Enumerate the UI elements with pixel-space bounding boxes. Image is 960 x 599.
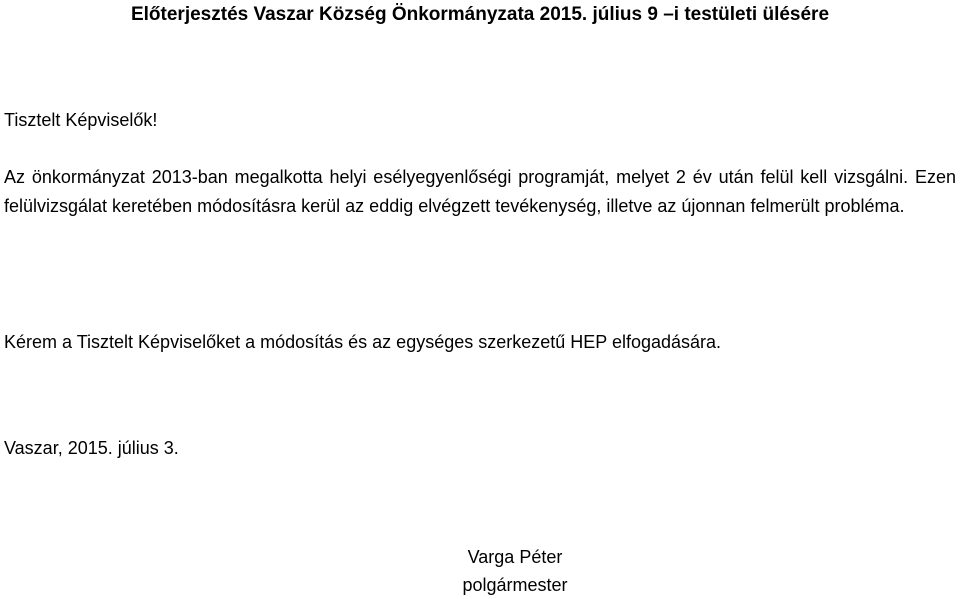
signature-block xyxy=(440,543,590,599)
place-and-date: Vaszar, 2015. július 3. xyxy=(4,438,179,458)
signatory-title: polgármester xyxy=(462,575,568,595)
salutation: Tisztelt Képviselők! xyxy=(4,110,158,130)
request-sentence: Kérem a Tisztelt Képviselőket a módosítás és az egységes szerkezetű HEP elfogadására. xyxy=(4,332,722,352)
body-paragraph: Az önkormányzat 2013-ban megalkotta helyi esélyegyenlőségi programját, melyet 2 év után felül kell vizsgálni. Ezen felülvizsgálat keretében módosításra kerül az eddig elvégzett tevékenység, illetve az újonnan felmerült probléma. xyxy=(4,167,956,216)
signatory-name: Varga Péter xyxy=(467,547,563,567)
document-title: Előterjesztés Vaszar Község Önkormányzata 2015. július 9 –i testületi ülésére xyxy=(130,4,830,25)
